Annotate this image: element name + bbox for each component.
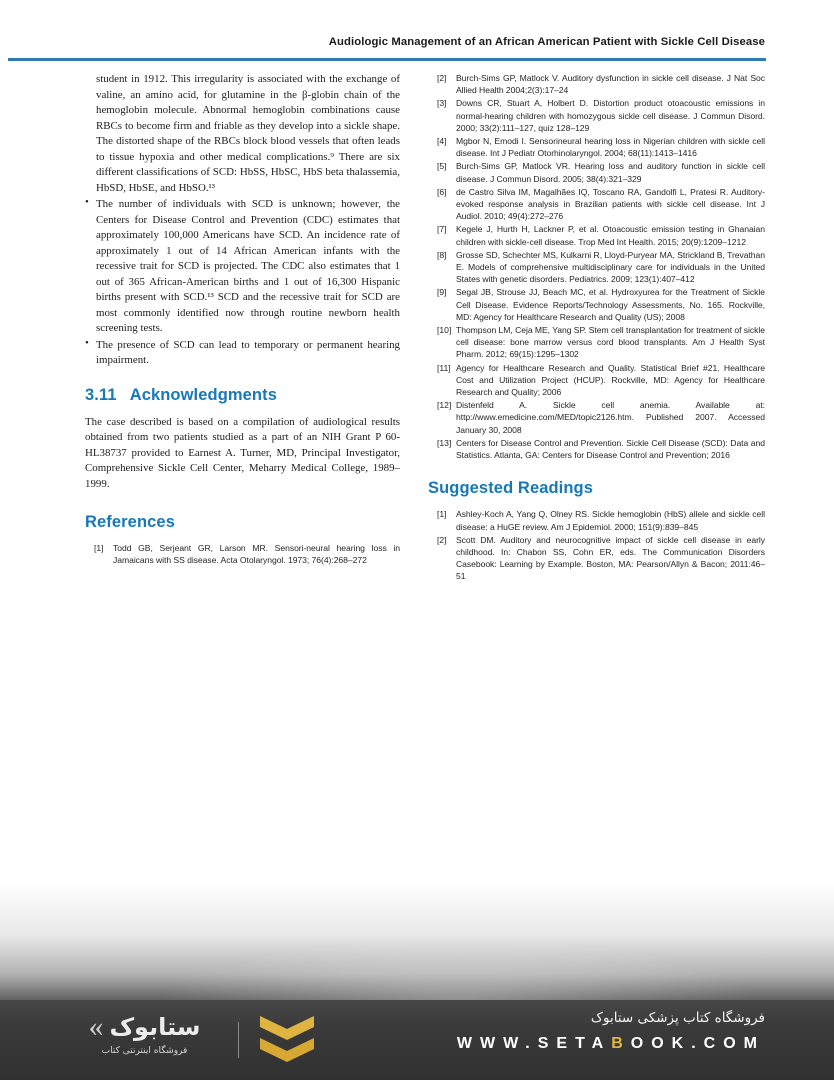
reference-item (437, 160, 765, 184)
section-heading-references: References (85, 513, 175, 531)
reference-text: Grosse SD, Schechter MS, Kulkarni R, Lloyd-Puryear MA, Strickland B, Trevathan E. Models of comprehensive multidisciplinary care for individuals in the United States with genetic disorders. Pediatrics. 2009; 123(1):407–412 (456, 249, 765, 285)
reference-number: [4] (437, 136, 447, 147)
footer-divider (238, 1022, 239, 1058)
reference-item (437, 223, 765, 247)
section-number: 3.11 (85, 385, 117, 404)
double-chevron-icon: « (88, 1010, 104, 1043)
reference-text: Ashley-Koch A, Yang Q, Olney RS. Sickle hemoglobin (HbS) allele and sickle cell disease: a HuGE review. Am J Epidemiol. 2000; 151(9):839–845 (456, 509, 765, 532)
reference-text: Thompson LM, Ceja ME, Yang SP. Stem cell transplantation for treatment of sickle cell disease: bone marrow versus cord blood transplants. Am J Health Syst Pharm. 2012; 69(15):1295–1302 (456, 325, 765, 360)
url-accent-letter: B (611, 1035, 631, 1052)
header-rule (8, 58, 766, 61)
section-heading-acknowledgments (85, 386, 400, 405)
list-item-text: The number of individuals with SCD is unknown; however, the Centers for Disease Control and Prevention (CDC) estimates that approximately 100,000 Americans have SCD. An incidence rate of approximately 1 out of 14 African American infants with the recessive trait for SCD is projected. The CDC also estimates that 1 out of 365 African-American births and 1 out of 16,300 Hispanic births present with SCD.¹³ SCD and the recessive trait for SCD are most commonly identified now through routine newborn health screening tests. (96, 198, 400, 334)
reference-number: [2] (437, 73, 447, 83)
reference-text: Distenfeld A. Sickle cell anemia. Available at: http://www.emedicine.com/MED/topic2126.htm. Published 2007. Accessed January 30, 2008 (456, 400, 765, 435)
reference-number: [9] (437, 287, 447, 298)
reference-text: Downs CR, Stuart A, Holbert D. Distortion product otoacoustic emissions in normal-hearing children with homozygous sickle cell disease. J Commun Disord. 2000; 33(2):111–127, quiz 128–129 (456, 98, 765, 133)
reference-number: [1] (437, 509, 447, 520)
list-item-text: student in 1912. This irregularity is associated with the exchange of valine, an amino acid, for glutamine in the β-globin chain of the hemoglobin molecule. Abnormal hemoglobin combinations cause RBCs to become firm and friable as they develop into a sickle shape. The distorted shape of the RBCs block blood vessels that often leads to tissue hypoxia and other medical complications.⁹ There are six different classifications of SCD: HbSS, HbSC, HbS beta thalassemia, HbSD, HbSE, and HbSO.¹³ (96, 73, 400, 194)
reference-list (85, 542, 400, 566)
reference-number: [5] (437, 161, 447, 172)
reference-item (437, 135, 765, 159)
reference-item (437, 186, 765, 223)
page-scan-shadow (0, 882, 834, 1000)
reference-item (437, 399, 765, 436)
reference-number: [12] (437, 400, 452, 411)
reference-item (437, 534, 765, 583)
reference-number: [1] (94, 543, 104, 553)
left-column (85, 72, 400, 584)
reference-item (437, 362, 765, 399)
brand-subtitle: فروشگاه اینترنتی کتاب (101, 1046, 188, 1056)
reference-item (437, 97, 765, 134)
brand-logo (62, 1012, 227, 1056)
reference-number: [8] (437, 249, 447, 260)
reference-item (94, 542, 400, 566)
reference-item (437, 508, 765, 532)
right-column (428, 72, 765, 584)
reference-text: Todd GB, Serjeant GR, Larson MR. Sensori-neural hearing loss in Jamaicans with SS disease. Acta Otolaryngol. 1973; 76(4):268–272 (113, 543, 400, 566)
gold-chevron-icon (258, 1014, 316, 1071)
reference-item (437, 286, 765, 323)
reference-list (428, 72, 765, 461)
list-item (85, 338, 400, 369)
reference-number: [3] (437, 98, 447, 109)
list-item-text: The presence of SCD can lead to temporary or permanent hearing impairment. (96, 338, 400, 366)
footer-banner (0, 1000, 834, 1080)
reference-item (437, 72, 765, 96)
reference-item (437, 437, 765, 461)
reference-text: Burch-Sims GP, Matlock V. Auditory dysfunction in sickle cell disease. J Nat Soc Allied Health 2004;2(3):17–24 (456, 73, 765, 96)
reference-text: Scott DM. Auditory and neurocognitive impact of sickle cell disease in early childhood. In: Chabon SS, Cohn ER, eds. The Communication Disorders Casebook: Learning by Example. Boston, MA: Pearson/Allyn & Bacon; 2011:46–51 (456, 534, 765, 582)
bullet-icon: • (85, 196, 89, 208)
site-url[interactable]: WWW.SETABOOK.COM (456, 1035, 765, 1052)
reference-text: Agency for Healthcare Research and Quality. Statistical Brief #21. Healthcare Cost and Utilization Project (HCUP). Rockville, MD: Agency for Healthcare Research and Quality; 2006 (456, 362, 765, 398)
brand-name: ستابوک (109, 1013, 201, 1041)
section-title: Acknowledgments (129, 385, 277, 404)
reference-text: Segal JB, Strouse JJ, Beach MC, et al. Hydroxyurea for the Treatment of Sickle Cell Disease. Evidence Reports/Technology Assessments, No. 165. Rockville, MD: Agency for Healthcare Research and Quality (US); 2008 (456, 287, 765, 322)
reference-number: [7] (437, 224, 447, 235)
footer-tagline: فروشگاه کتاب پزشکی ستابوک (590, 1010, 765, 1026)
footer-right (457, 1010, 765, 1053)
bullet-icon: • (85, 336, 89, 349)
list-item (85, 72, 400, 196)
list-item (85, 197, 400, 337)
suggested-readings-list (428, 508, 765, 582)
reference-text: Kegele J, Hurth H, Lackner P, et al. Otoacoustic emission testing in Ghanaian children with sickle-cell disease. Trop Med Int Health. 2015; 20(9):1209–1212 (456, 224, 765, 247)
reference-text: Burch-Sims GP, Matlock VR. Hearing loss and auditory function in sickle cell disease. J Commun Disord. 2005; 38(4):321–329 (456, 161, 765, 184)
reference-text: Mgbor N, Emodi I. Sensorineural hearing loss in Nigerian children with sickle cell disease. Int J Pediatr Otorhinolaryngol. 2004; 68(11):1413–1416 (456, 136, 765, 159)
reference-number: [11] (437, 362, 451, 373)
reference-item (437, 249, 765, 286)
reference-number: [13] (437, 437, 452, 448)
two-column-layout (85, 72, 765, 584)
reference-number: [6] (437, 186, 447, 197)
reference-number: [10] (437, 325, 452, 336)
reference-text: de Castro Silva IM, Magalhães IQ, Toscano RA, Gandolfi L, Pratesi R. Auditory-evoked response analysis in Brazilian patients with sickle cell disease. Int J Audiol. 2010; 49(4):272–276 (456, 186, 765, 222)
section-heading-suggested-readings: Suggested Readings (428, 479, 593, 498)
reference-item (437, 324, 765, 361)
reference-number: [2] (437, 534, 447, 545)
running-head: Audiologic Management of an African American Patient with Sickle Cell Disease (328, 36, 765, 48)
reference-text: Centers for Disease Control and Prevention. Sickle Cell Disease (SCD): Data and Statistics. Atlanta, GA: Centers for Disease Control and Prevention; 2016 (456, 437, 765, 461)
acknowledgments-text: The case described is based on a compilation of audiological results obtained from two patients studied as a part of an NIH Grant P 60-HL38737 provided to Earnest A. Turner, MD, Principal Investigator, Comprehensive Sickle Cell Center, Meharry Medical College, 1989–1999. (85, 415, 400, 490)
